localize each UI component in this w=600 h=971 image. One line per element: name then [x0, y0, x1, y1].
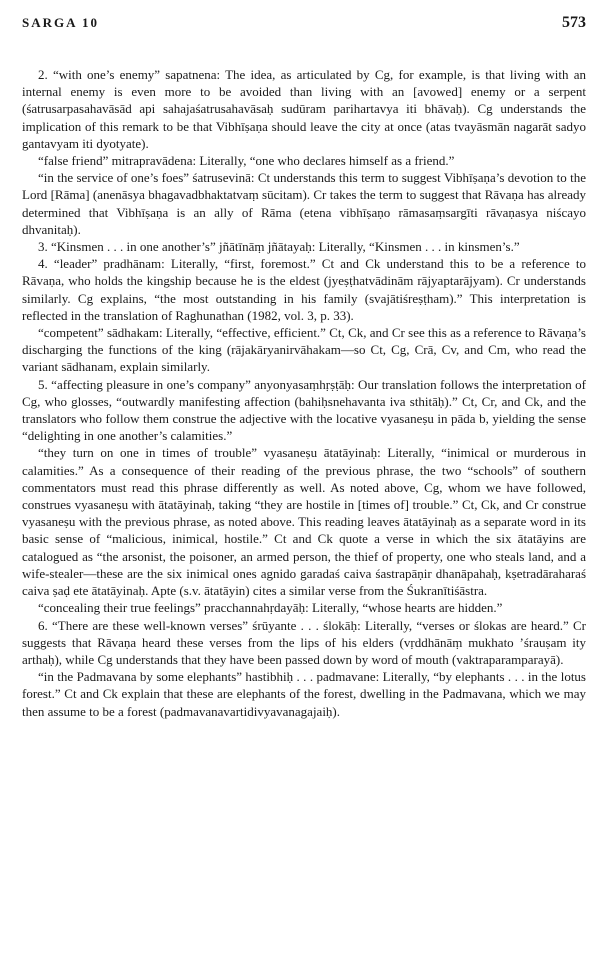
note-paragraph: “competent” sādhakam: Literally, “effective, efficient.” Ct, Ck, and Cr see this as a reference to Rāvaṇa’s discharging the functions of the king (rājakāryanirvāhakam—so Ct, Cg, Crā, Cv, and Cm, who read the variant sādhanam, explain similarly. [22, 325, 586, 375]
note-paragraph: “in the Padmavana by some elephants” hastibhiḥ . . . padmavane: Literally, “by elephants . . . in the lotus forest.” Ct and Ck explain that these are elephants of the forest, dwelling in the Padmavana, which we may then assume to be a forest (padmavanavartidivyavanagajaiḥ). [22, 669, 586, 719]
chapter-label: SARGA 10 [22, 15, 100, 30]
notes-body [22, 66, 586, 720]
note-paragraph: 4. “leader” pradhānam: Literally, “first, foremost.” Ct and Ck understand this to be a reference to Rāvaṇa, who holds the kingship because he is the eldest (jyeṣṭhatvādinām rājyaptarājyam). Cr understands similarly. Cg explains, “the most outstanding in his family (svajātiśreṣṭham).” This interpretation is reflected in the translation of Raghunathan (1982, vol. 3, p. 33). [22, 256, 586, 323]
note-paragraph: 3. “Kinsmen . . . in one another’s” jñātīnāṃ jñātayaḥ: Literally, “Kinsmen . . . in kinsmen’s.” [38, 239, 520, 255]
note-paragraph: 5. “affecting pleasure in one’s company” anyonyasaṃhṛṣṭāḥ: Our translation follows the interpretation of Cg, who glosses, “outwardly manifesting affection (bahiḥsnehavanta iva sthitāḥ).” Ct, Cr, and Ck, and the translators who follow them construe the adjective with the locative vyasaneṣu in pāda b, yielding the sense “delighting in one another’s calamities.” [22, 376, 586, 444]
note-paragraph: “in the service of one’s foes” śatrusevinā: Ct understands this term to suggest Vibhīṣaṇa’s devotion to the Lord [Rāma] (anenāsya bhagavadbhaktatvaṃ sūcitam). Cr takes the term to suggest that Rāvaṇa has already determined that Vibhīṣaṇa is an ally of Rāma (etena vibhīṣaṇo rāmasaṃsargīti rāvaṇasya niścayo dhvanitaḥ). [22, 170, 586, 237]
page-number: 573 [562, 14, 586, 31]
note-paragraph: 2. “with one’s enemy” sapatnena: The idea, as articulated by Cg, for example, is that living with an internal enemy is even more to be avoided than living with an [avowed] enemy or a serpent (śatrusarpasahavāsād api sahajaśatrusahavāsaḥ sudūram parihartavya iti bhāvaḥ). Cg understands the implication of this remark to be that Vibhīṣaṇa should leave the city at once (atas tvayāsmān nagarāt sadyo gantavyam iti dyotyate). [22, 67, 586, 151]
note-paragraph: “they turn on one in times of trouble” vyasaneṣu ātatāyinaḥ: Literally, “inimical or murderous in calamities.” As a consequence of their reading of the previous phrase, the two “schools” of southern commentators must read this phrase differently as well. As noted above, Cg, whom we have followed, construes vyasaneṣu with ātatāyinaḥ, taking “they are hostile in [times of] trouble.” Ct, Ck, and Cr construe vyasaneṣu with the previous phrase, as noted above. This reading leaves ātatāyinaḥ as a separate word in its basic sense of “malicious, inimical, hostile.” Ct and Ck quote a verse in which the six ātatāyins are catalogued as “the arsonist, the poisoner, an armed person, the thief of property, one who steals land, and a wife-stealer—these are the six inimical ones agnido garadaś caiva śastrapāṇir dhanāpahaḥ, kṣetradāraharaś caiva ṣaḍ ete ātatāyinaḥ. Apte (s.v. ātatāyin) cites a similar verse from the Śukranītiśāstra. [22, 445, 586, 599]
note-paragraph: “concealing their true feelings” pracchannahṛdayāḥ: Literally, “whose hearts are hidden.” [38, 600, 503, 616]
note-paragraph: “false friend” mitrapravādena: Literally, “one who declares himself as a friend.” [38, 153, 455, 169]
running-head [22, 14, 586, 54]
note-paragraph: 6. “There are these well-known verses” śrūyante . . . ślokāḥ: Literally, “verses or ślokas are heard.” Cr suggests that Rāvaṇa heard these verses from the lips of his elders (vṛddhānāṃ mukhato ’śrauṣam ity arthaḥ), while Cg understands that they have been passed down by word of mouth (vaktraparamparayā). [22, 617, 586, 667]
